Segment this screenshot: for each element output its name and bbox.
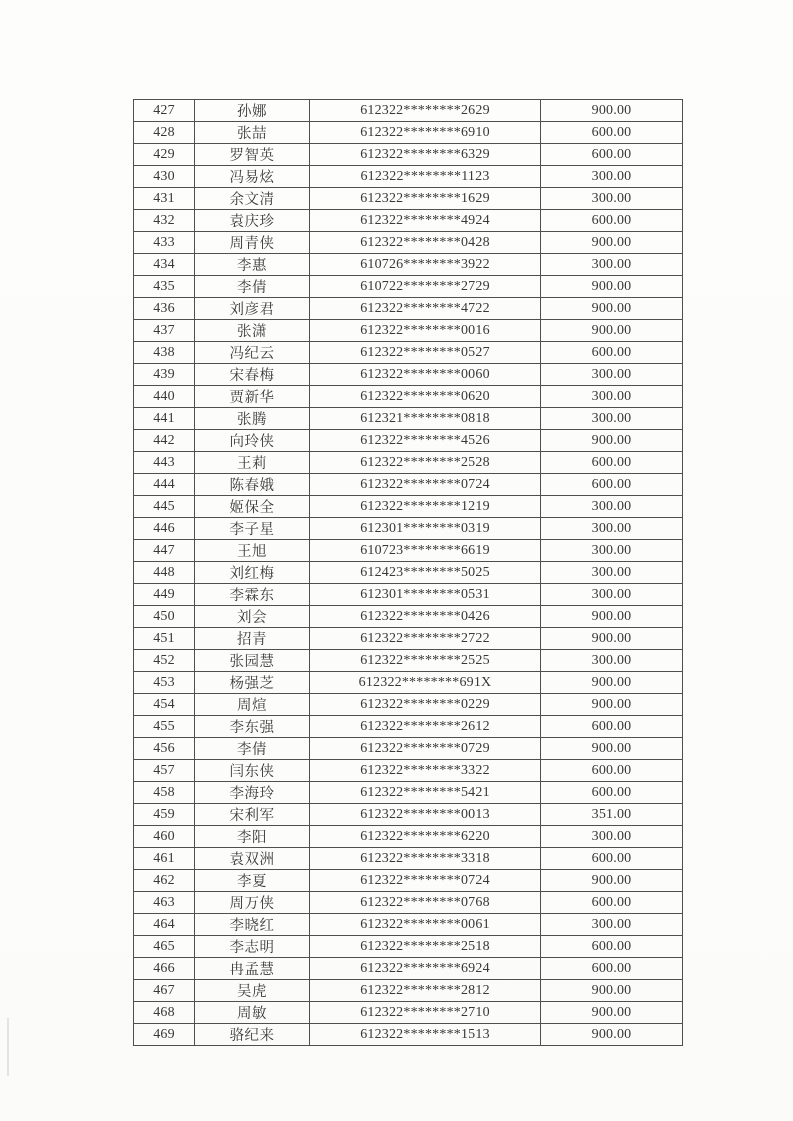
person-name-cell: 张潇 <box>195 320 310 342</box>
masked-id-cell: 612322********4722 <box>310 298 541 320</box>
masked-id-cell: 612322********6329 <box>310 144 541 166</box>
table-row <box>134 738 683 760</box>
row-number-cell: 442 <box>134 430 195 452</box>
amount-cell: 600.00 <box>541 892 683 914</box>
amount-cell: 300.00 <box>541 408 683 430</box>
person-name-cell: 张园慧 <box>195 650 310 672</box>
masked-id-cell: 612322********0426 <box>310 606 541 628</box>
row-number-cell: 448 <box>134 562 195 584</box>
table-row <box>134 540 683 562</box>
person-name-cell: 冯纪云 <box>195 342 310 364</box>
row-number-cell: 445 <box>134 496 195 518</box>
table-row <box>134 650 683 672</box>
masked-id-cell: 612322********2710 <box>310 1002 541 1024</box>
row-number-cell: 454 <box>134 694 195 716</box>
row-number-cell: 451 <box>134 628 195 650</box>
row-number-cell: 463 <box>134 892 195 914</box>
table-row <box>134 562 683 584</box>
row-number-cell: 449 <box>134 584 195 606</box>
masked-id-cell: 612322********2528 <box>310 452 541 474</box>
person-name-cell: 孙娜 <box>195 100 310 122</box>
person-name-cell: 周青侠 <box>195 232 310 254</box>
amount-cell: 900.00 <box>541 1024 683 1046</box>
masked-id-cell: 612322********0729 <box>310 738 541 760</box>
person-name-cell: 李晓红 <box>195 914 310 936</box>
row-number-cell: 462 <box>134 870 195 892</box>
person-name-cell: 罗智英 <box>195 144 310 166</box>
amount-cell: 600.00 <box>541 782 683 804</box>
row-number-cell: 469 <box>134 1024 195 1046</box>
row-number-cell: 436 <box>134 298 195 320</box>
table-row <box>134 276 683 298</box>
table-row <box>134 452 683 474</box>
row-number-cell: 443 <box>134 452 195 474</box>
person-name-cell: 李海玲 <box>195 782 310 804</box>
amount-cell: 300.00 <box>541 496 683 518</box>
table-row <box>134 232 683 254</box>
person-name-cell: 王莉 <box>195 452 310 474</box>
amount-cell: 600.00 <box>541 342 683 364</box>
payment-roster-table <box>133 99 683 1046</box>
row-number-cell: 456 <box>134 738 195 760</box>
amount-cell: 600.00 <box>541 958 683 980</box>
masked-id-cell: 612322********1123 <box>310 166 541 188</box>
masked-id-cell: 612322********3318 <box>310 848 541 870</box>
amount-cell: 900.00 <box>541 672 683 694</box>
person-name-cell: 张腾 <box>195 408 310 430</box>
amount-cell: 300.00 <box>541 386 683 408</box>
table-row <box>134 870 683 892</box>
row-number-cell: 467 <box>134 980 195 1002</box>
masked-id-cell: 612322********2525 <box>310 650 541 672</box>
masked-id-cell: 612322********1219 <box>310 496 541 518</box>
masked-id-cell: 612322********0061 <box>310 914 541 936</box>
amount-cell: 600.00 <box>541 144 683 166</box>
amount-cell: 300.00 <box>541 562 683 584</box>
row-number-cell: 434 <box>134 254 195 276</box>
amount-cell: 300.00 <box>541 650 683 672</box>
table-row <box>134 144 683 166</box>
table-row <box>134 518 683 540</box>
masked-id-cell: 612322********2518 <box>310 936 541 958</box>
masked-id-cell: 612322********6924 <box>310 958 541 980</box>
masked-id-cell: 610723********6619 <box>310 540 541 562</box>
amount-cell: 900.00 <box>541 100 683 122</box>
masked-id-cell: 612322********3322 <box>310 760 541 782</box>
row-number-cell: 457 <box>134 760 195 782</box>
row-number-cell: 464 <box>134 914 195 936</box>
person-name-cell: 宋利军 <box>195 804 310 826</box>
masked-id-cell: 612322********6910 <box>310 122 541 144</box>
table-row <box>134 892 683 914</box>
row-number-cell: 429 <box>134 144 195 166</box>
masked-id-cell: 612322********0013 <box>310 804 541 826</box>
person-name-cell: 李志明 <box>195 936 310 958</box>
row-number-cell: 447 <box>134 540 195 562</box>
person-name-cell: 骆纪来 <box>195 1024 310 1046</box>
person-name-cell: 吴虎 <box>195 980 310 1002</box>
person-name-cell: 李倩 <box>195 276 310 298</box>
table-row <box>134 782 683 804</box>
masked-id-cell: 612322********0428 <box>310 232 541 254</box>
table-row <box>134 100 683 122</box>
table-row <box>134 1002 683 1024</box>
masked-id-cell: 612322********0060 <box>310 364 541 386</box>
row-number-cell: 431 <box>134 188 195 210</box>
masked-id-cell: 612322********5421 <box>310 782 541 804</box>
masked-id-cell: 612322********4526 <box>310 430 541 452</box>
table-row <box>134 430 683 452</box>
masked-id-cell: 610726********3922 <box>310 254 541 276</box>
amount-cell: 600.00 <box>541 716 683 738</box>
table-row <box>134 672 683 694</box>
amount-cell: 300.00 <box>541 166 683 188</box>
table-row <box>134 320 683 342</box>
masked-id-cell: 612321********0818 <box>310 408 541 430</box>
person-name-cell: 袁双洲 <box>195 848 310 870</box>
table-row <box>134 826 683 848</box>
person-name-cell: 向玲侠 <box>195 430 310 452</box>
person-name-cell: 刘彦君 <box>195 298 310 320</box>
person-name-cell: 周煊 <box>195 694 310 716</box>
person-name-cell: 周敏 <box>195 1002 310 1024</box>
person-name-cell: 宋春梅 <box>195 364 310 386</box>
masked-id-cell: 612322********6220 <box>310 826 541 848</box>
row-number-cell: 459 <box>134 804 195 826</box>
amount-cell: 900.00 <box>541 430 683 452</box>
masked-id-cell: 612322********2612 <box>310 716 541 738</box>
masked-id-cell: 612322********4924 <box>310 210 541 232</box>
masked-id-cell: 610722********2729 <box>310 276 541 298</box>
person-name-cell: 冉孟慧 <box>195 958 310 980</box>
row-number-cell: 453 <box>134 672 195 694</box>
row-number-cell: 465 <box>134 936 195 958</box>
person-name-cell: 李倩 <box>195 738 310 760</box>
table-row <box>134 716 683 738</box>
row-number-cell: 435 <box>134 276 195 298</box>
row-number-cell: 427 <box>134 100 195 122</box>
amount-cell: 600.00 <box>541 760 683 782</box>
amount-cell: 300.00 <box>541 914 683 936</box>
person-name-cell: 周万侠 <box>195 892 310 914</box>
row-number-cell: 444 <box>134 474 195 496</box>
row-number-cell: 441 <box>134 408 195 430</box>
row-number-cell: 440 <box>134 386 195 408</box>
table-row <box>134 254 683 276</box>
amount-cell: 300.00 <box>541 188 683 210</box>
person-name-cell: 张喆 <box>195 122 310 144</box>
person-name-cell: 招青 <box>195 628 310 650</box>
person-name-cell: 李阳 <box>195 826 310 848</box>
person-name-cell: 陈春娥 <box>195 474 310 496</box>
amount-cell: 900.00 <box>541 298 683 320</box>
roster-body <box>134 100 683 1046</box>
row-number-cell: 466 <box>134 958 195 980</box>
table-row <box>134 584 683 606</box>
masked-id-cell: 612322********0724 <box>310 870 541 892</box>
amount-cell: 600.00 <box>541 452 683 474</box>
amount-cell: 300.00 <box>541 826 683 848</box>
amount-cell: 900.00 <box>541 870 683 892</box>
amount-cell: 900.00 <box>541 606 683 628</box>
masked-id-cell: 612322********0527 <box>310 342 541 364</box>
masked-id-cell: 612322********2629 <box>310 100 541 122</box>
masked-id-cell: 612322********0620 <box>310 386 541 408</box>
amount-cell: 600.00 <box>541 122 683 144</box>
row-number-cell: 458 <box>134 782 195 804</box>
masked-id-cell: 612322********1513 <box>310 1024 541 1046</box>
masked-id-cell: 612322********2722 <box>310 628 541 650</box>
person-name-cell: 李东强 <box>195 716 310 738</box>
person-name-cell: 王旭 <box>195 540 310 562</box>
amount-cell: 900.00 <box>541 276 683 298</box>
masked-id-cell: 612322********0016 <box>310 320 541 342</box>
table-row <box>134 166 683 188</box>
row-number-cell: 430 <box>134 166 195 188</box>
table-row <box>134 980 683 1002</box>
masked-id-cell: 612322********691X <box>310 672 541 694</box>
amount-cell: 900.00 <box>541 232 683 254</box>
masked-id-cell: 612322********0229 <box>310 694 541 716</box>
person-name-cell: 李霖东 <box>195 584 310 606</box>
row-number-cell: 439 <box>134 364 195 386</box>
table-row <box>134 386 683 408</box>
table-row <box>134 694 683 716</box>
amount-cell: 900.00 <box>541 694 683 716</box>
person-name-cell: 刘红梅 <box>195 562 310 584</box>
masked-id-cell: 612301********0319 <box>310 518 541 540</box>
amount-cell: 300.00 <box>541 518 683 540</box>
row-number-cell: 446 <box>134 518 195 540</box>
table-row <box>134 628 683 650</box>
table-row <box>134 408 683 430</box>
masked-id-cell: 612322********2812 <box>310 980 541 1002</box>
table-row <box>134 364 683 386</box>
table-row <box>134 914 683 936</box>
row-number-cell: 461 <box>134 848 195 870</box>
table-row <box>134 958 683 980</box>
row-number-cell: 438 <box>134 342 195 364</box>
masked-id-cell: 612322********0768 <box>310 892 541 914</box>
amount-cell: 351.00 <box>541 804 683 826</box>
row-number-cell: 432 <box>134 210 195 232</box>
table-row <box>134 122 683 144</box>
masked-id-cell: 612322********1629 <box>310 188 541 210</box>
person-name-cell: 李夏 <box>195 870 310 892</box>
table-row <box>134 342 683 364</box>
masked-id-cell: 612423********5025 <box>310 562 541 584</box>
table-row <box>134 760 683 782</box>
row-number-cell: 452 <box>134 650 195 672</box>
table-row <box>134 298 683 320</box>
person-name-cell: 余文清 <box>195 188 310 210</box>
amount-cell: 900.00 <box>541 1002 683 1024</box>
masked-id-cell: 612322********0724 <box>310 474 541 496</box>
amount-cell: 900.00 <box>541 320 683 342</box>
scan-artifact <box>7 1018 9 1076</box>
person-name-cell: 刘会 <box>195 606 310 628</box>
amount-cell: 300.00 <box>541 540 683 562</box>
person-name-cell: 闫东侠 <box>195 760 310 782</box>
masked-id-cell: 612301********0531 <box>310 584 541 606</box>
amount-cell: 900.00 <box>541 738 683 760</box>
amount-cell: 600.00 <box>541 210 683 232</box>
person-name-cell: 李子星 <box>195 518 310 540</box>
row-number-cell: 455 <box>134 716 195 738</box>
person-name-cell: 姬保全 <box>195 496 310 518</box>
person-name-cell: 贾新华 <box>195 386 310 408</box>
person-name-cell: 李惠 <box>195 254 310 276</box>
table-row <box>134 848 683 870</box>
table-row <box>134 1024 683 1046</box>
amount-cell: 600.00 <box>541 474 683 496</box>
person-name-cell: 冯易炫 <box>195 166 310 188</box>
row-number-cell: 468 <box>134 1002 195 1024</box>
table-row <box>134 188 683 210</box>
row-number-cell: 460 <box>134 826 195 848</box>
person-name-cell: 袁庆珍 <box>195 210 310 232</box>
row-number-cell: 428 <box>134 122 195 144</box>
amount-cell: 300.00 <box>541 254 683 276</box>
table-row <box>134 474 683 496</box>
person-name-cell: 杨强芝 <box>195 672 310 694</box>
amount-cell: 900.00 <box>541 628 683 650</box>
table-row <box>134 496 683 518</box>
table-row <box>134 210 683 232</box>
table-row <box>134 804 683 826</box>
row-number-cell: 450 <box>134 606 195 628</box>
amount-cell: 900.00 <box>541 980 683 1002</box>
amount-cell: 300.00 <box>541 584 683 606</box>
row-number-cell: 433 <box>134 232 195 254</box>
amount-cell: 600.00 <box>541 848 683 870</box>
table-row <box>134 606 683 628</box>
amount-cell: 300.00 <box>541 364 683 386</box>
row-number-cell: 437 <box>134 320 195 342</box>
table-row <box>134 936 683 958</box>
amount-cell: 600.00 <box>541 936 683 958</box>
